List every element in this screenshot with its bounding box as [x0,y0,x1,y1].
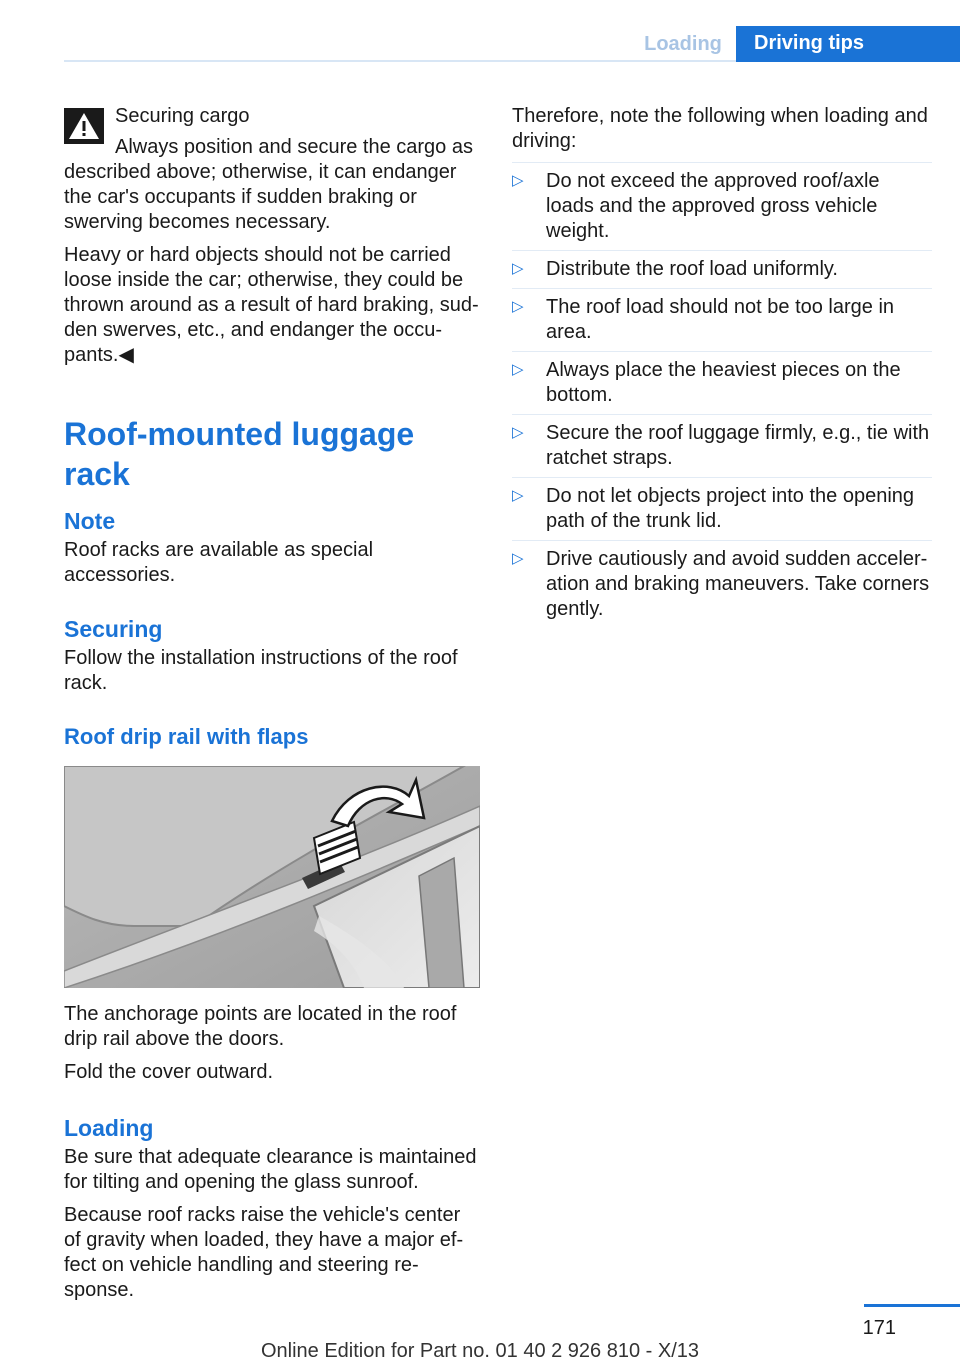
securing-heading: Securing [64,616,163,642]
triangle-bullet-icon: ▷ [512,260,524,277]
right-column [512,104,932,628]
list-item [512,162,932,250]
section-title: Roof-mounted luggage rack [64,416,415,492]
loading-paragraph-2: Because roof racks raise the vehicle's center of gravity when loaded, they have a major ef‐fect on vehicle handling and steering re‐sponse. [64,1204,464,1301]
tab-loading[interactable]: Loading [644,33,722,55]
warning-icon [64,108,104,144]
warning-box [64,104,482,368]
triangle-bullet-icon: ▷ [512,487,524,504]
warning-paragraph-2: Heavy or hard objects should not be carried loose inside the car; otherwise, they could be thrown around as a result of hard braking, sud‐den swerves, etc., and endanger the occu‐pants.◀ [64,244,479,366]
figure-caption-1: The anchorage points are located in the roof drip rail above the doors. [64,1003,457,1050]
left-column [64,104,482,1311]
tab-driving-tips[interactable]: Driving tips [736,26,960,62]
triangle-bullet-icon: ▷ [512,550,524,567]
footer-rule [864,1304,960,1307]
note-heading: Note [64,508,116,534]
right-intro: Therefore, note the following when loading and driving: [512,105,928,152]
list-item-text: Do not exceed the approved roof/axle loads and the approved gross vehicle weight. [546,170,880,242]
list-item [512,288,932,351]
list-item-text: Always place the heaviest pieces on the bottom. [546,359,901,406]
note-text: Roof racks are available as special accessories. [64,539,374,586]
triangle-bullet-icon: ▷ [512,172,524,189]
list-item-text: Secure the roof luggage firmly, e.g., tie with ratchet straps. [546,422,930,469]
page-number: 171 [862,1317,896,1339]
warning-title: Securing cargo [115,105,250,127]
list-item [512,477,932,540]
list-item [512,414,932,477]
edition-footer: Online Edition for Part no. 01 40 2 926 810 - X/13 [260,1340,700,1362]
roof-drip-rail-illustration [64,766,480,988]
loading-paragraph-1: Be sure that adequate clearance is maintained for tilting and opening the glass sunroof. [64,1146,477,1193]
list-item [512,250,932,288]
loading-heading: Loading [64,1115,154,1141]
list-item-text: Distribute the roof load uniformly. [546,258,838,280]
loading-rules-list [512,162,932,628]
triangle-bullet-icon: ▷ [512,361,524,378]
list-item [512,351,932,414]
list-item-text: Drive cautiously and avoid sudden acceler‐ation and braking maneuvers. Take corners gently. [546,548,930,620]
warning-paragraph-1: Always position and secure the cargo as described above; otherwise, it can endanger the car's occupants if sudden braking or swerving becomes necessary. [64,136,473,233]
figure-caption-2: Fold the cover outward. [64,1061,273,1083]
list-item-text: Do not let objects project into the opening path of the trunk lid. [546,485,915,532]
drip-rail-heading: Roof drip rail with flaps [64,724,309,749]
securing-text: Follow the installation instructions of the roof rack. [64,647,458,694]
list-item-text: The roof load should not be too large in area. [546,296,895,343]
list-item [512,540,932,628]
triangle-bullet-icon: ▷ [512,424,524,441]
triangle-bullet-icon: ▷ [512,298,524,315]
